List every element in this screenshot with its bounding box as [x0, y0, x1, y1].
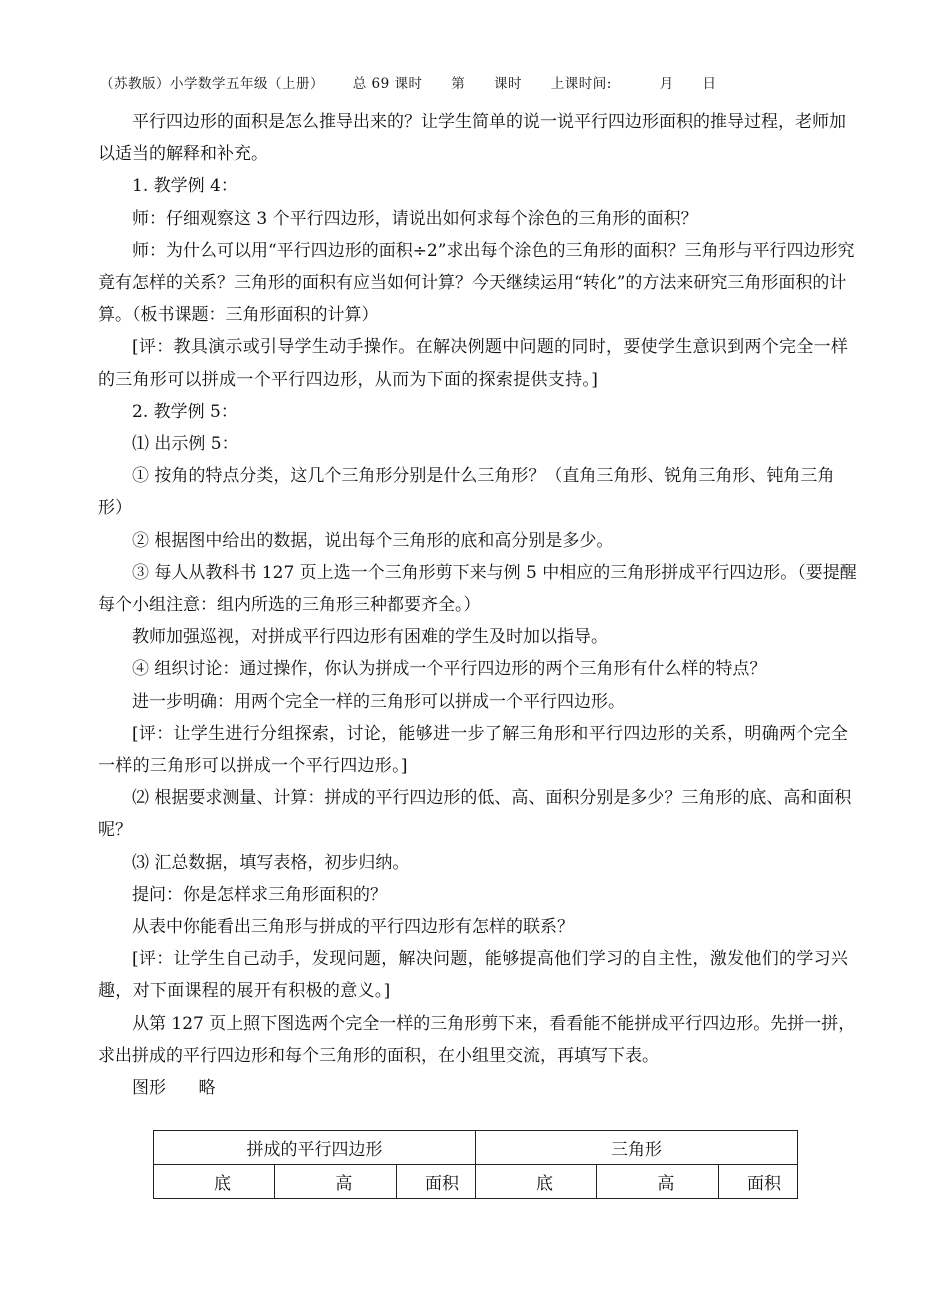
- evaluation-note: [评：教具演示或引导学生动手操作。在解决例题中问题的同时，要使学生意识到两个完全一样的三角形可以拼成一个平行四边形，从而为下面的探索提供支持。]: [98, 337, 849, 390]
- document-header: （苏教版）小学数学五年级（上册） 总 69 课时 第 课时 上课时间: 月 日: [100, 76, 717, 92]
- figure-label: 图形: [132, 1078, 166, 1099]
- paragraph: 从第 127 页上照下图选两个完全一样的三角形剪下来，看看能不能拼成平行四边形。先拼一拼，求出拼成的平行四边形和每个三角形的面积，在小组里交流，再填写下表。: [98, 1013, 856, 1066]
- table-column-header: 底: [154, 1165, 275, 1199]
- paragraph: ⑵ 根据要求测量、计算：拼成的平行四边形的低、高、面积分别是多少？三角形的底、高和面积呢？: [98, 788, 852, 841]
- paragraph: 师：为什么可以用“平行四边形的面积÷2”求出每个涂色的三角形的面积？三角形与平行四边形究竟有怎样的关系？三角形的面积有应当如何计算？今天继续运用“转化”的方法来研究三角形面积的计算。（板书课题：三角形面积的计算）: [98, 240, 855, 326]
- table-column-row: [154, 1165, 798, 1199]
- table-group-header: 拼成的平行四边形: [154, 1131, 476, 1165]
- paragraph: ⑶ 汇总数据，填写表格，初步归纳。: [132, 852, 410, 873]
- paragraph: 进一步明确：用两个完全一样的三角形可以拼成一个平行四边形。: [132, 691, 625, 712]
- table-group-header: 三角形: [475, 1131, 797, 1165]
- paragraph: ① 按角的特点分类，这几个三角形分别是什么三角形？（直角三角形、锐角三角形、钝角三角形）: [98, 466, 835, 519]
- paragraph: ④ 组织讨论：通过操作，你认为拼成一个平行四边形的两个三角形有什么样的特点？: [132, 659, 767, 680]
- section-heading: 1. 教学例 4：: [132, 176, 238, 197]
- evaluation-note: [评：让学生进行分组探索，讨论，能够进一步了解三角形和平行四边形的关系，明确两个完全一样的三角形可以拼成一个平行四边形。]: [98, 723, 849, 777]
- paragraph: 师：仔细观察这 3 个平行四边形，请说出如何求每个涂色的三角形的面积？: [132, 208, 698, 229]
- table-header-row: [154, 1131, 798, 1165]
- paragraph: ③ 每人从教科书 127 页上选一个三角形剪下来与例 5 中相应的三角形拼成平行四边形。（要提醒每个小组注意：组内所选的三角形三种都要齐全。）: [98, 562, 857, 616]
- table-column-header: 高: [275, 1165, 396, 1199]
- table-column-header: 高: [597, 1165, 718, 1199]
- paragraph: 提问：你是怎样求三角形面积的？: [132, 884, 387, 905]
- table-column-header: 底: [475, 1165, 596, 1199]
- table-column-header: 面积: [718, 1165, 797, 1199]
- paragraph: 平行四边形的面积是怎么推导出来的？让学生简单的说一说平行四边形面积的推导过程，老师加以适当的解释和补充。: [98, 112, 846, 165]
- figure-value: 略: [198, 1078, 216, 1099]
- paragraph: 从表中你能看出三角形与拼成的平行四边形有怎样的联系？: [132, 917, 574, 938]
- section-heading: 2. 教学例 5：: [132, 401, 238, 422]
- paragraph: 教师加强巡视，对拼成平行四边形有困难的学生及时加以指导。: [132, 627, 608, 648]
- document-body: [98, 106, 858, 1104]
- figure-placeholder: [98, 1072, 858, 1104]
- paragraph: ② 根据图中给出的数据，说出每个三角形的底和高分别是多少。: [132, 530, 614, 551]
- area-table: [153, 1130, 798, 1199]
- evaluation-note: [评：让学生自己动手，发现问题，解决问题，能够提高他们学习的自主性，激发他们的学习兴趣，对下面课程的展开有积极的意义。]: [98, 949, 849, 1002]
- paragraph: ⑴ 出示例 5：: [132, 434, 239, 455]
- table-column-header: 面积: [396, 1165, 475, 1199]
